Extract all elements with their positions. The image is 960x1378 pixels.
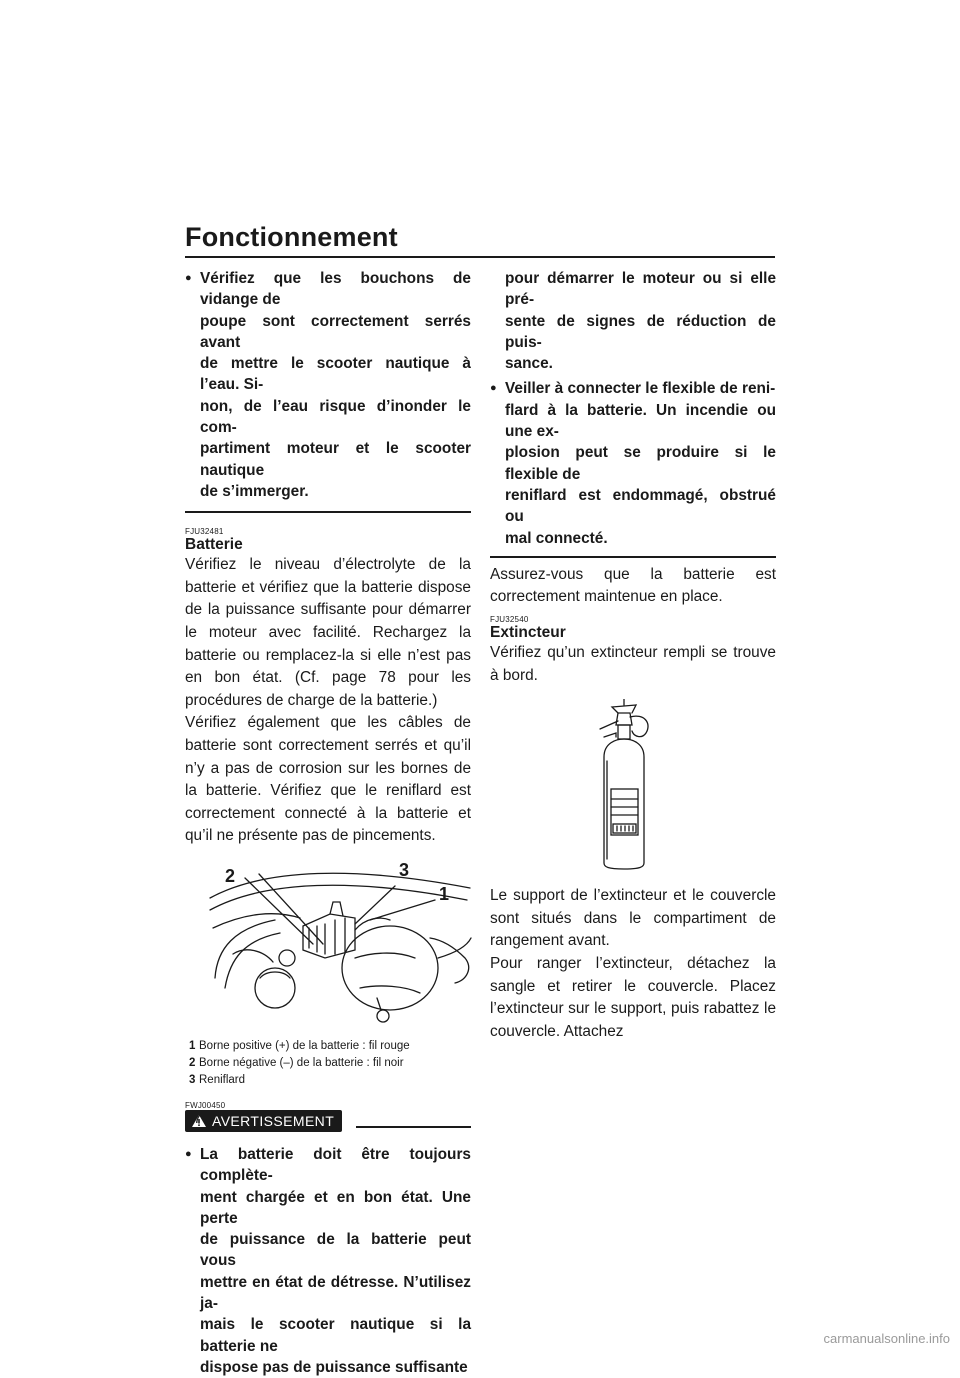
extinguisher-paragraph-1: Vérifiez qu’un extincteur rempli se trouve à bord. [490, 644, 776, 684]
bullet-line: pour démarrer le moteur ou si elle pré- [505, 270, 776, 309]
extinguisher-section-title: Extincteur [490, 624, 566, 642]
legend-item [185, 1072, 471, 1089]
bullet-line: sance. [505, 355, 553, 373]
extinguisher-paragraph-2: Le support de l’extincteur et le couvercle sont situés dans le compartiment de rangement avant. [490, 887, 776, 950]
bullet-line: sente de signes de réduction de puis- [505, 312, 776, 351]
battery-section-code: FJU32481 [185, 527, 224, 537]
warning-header-rule [356, 1126, 471, 1128]
bullet-line: Veiller à connecter le flexible de reni- [505, 380, 776, 398]
battery-figure [205, 858, 475, 1028]
legend-number: 3 [189, 1073, 196, 1086]
drain-plug-warning-bullet [185, 268, 471, 502]
bullet-line: mais le scooter nautique si la batterie ne [200, 1316, 471, 1355]
legend-item [185, 1055, 471, 1072]
legend-text: Borne négative (–) de la batterie : fil noir [199, 1056, 404, 1069]
bullet-line: Vérifiez que les bouchons de vidange de [200, 270, 471, 309]
page-title: Fonctionnement [185, 222, 398, 252]
battery-charge-warning-continued [490, 268, 776, 374]
extinguisher-section-code: FJU32540 [490, 615, 529, 625]
bullet-line: partiment moteur et le scooter nautique [200, 440, 471, 479]
bullet-line: de s’immerger. [200, 482, 309, 500]
battery-secured-paragraph: Assurez-vous que la batterie est correctement maintenue en place. [490, 565, 776, 606]
legend-number: 1 [189, 1039, 196, 1052]
callout-3: 3 [399, 859, 410, 880]
header-rule [185, 256, 775, 258]
warning-header [185, 1110, 471, 1132]
warning-end-rule [490, 556, 776, 558]
extinguisher-illustration [590, 699, 660, 871]
legend-text: Borne positive (+) de la batterie : fil rouge [199, 1039, 410, 1052]
left-column [185, 268, 471, 1378]
bullet-line: mettre en état de détresse. N’utilisez ja- [200, 1273, 471, 1313]
legend-item [185, 1038, 471, 1055]
bullet-line: La batterie doit être toujours complète- [200, 1145, 471, 1185]
callout-2: 2 [225, 865, 236, 886]
right-column [490, 268, 776, 1043]
warning-code: FWJ00450 [185, 1100, 226, 1110]
bullet-line: plosion peut se produire si le flexible de [505, 444, 776, 483]
battery-charge-warning-bullet [185, 1144, 471, 1378]
legend-text: Reniflard [199, 1073, 246, 1086]
site-watermark: carmanualsonline.info [823, 1331, 950, 1346]
battery-paragraph-1: Vérifiez le niveau d’électrolyte de la batterie et vérifiez que la batterie dispose de la puissance suffisante pour démarrer le moteur avec facilité. Rechargez la batterie ou remplacez-la si elle n’est pas en bon état. (Cf. page 78 pour les procédures de charge de la batterie.) [185, 556, 471, 709]
bullet-line: mal connecté. [505, 529, 608, 547]
bullet-line: ment chargée et en bon état. Une perte [200, 1188, 471, 1227]
page-number: 47 [185, 1110, 202, 1127]
callout-1: 1 [439, 883, 450, 904]
battery-paragraph-2: Vérifiez également que les câbles de batterie sont correctement serrés et qu’il n’y a pas de corrosion sur les bornes de la batterie. Vérifiez que le reniflard est correctement connecté à la batterie et qu’il ne présente pas de pincements. [185, 714, 471, 845]
warning-end-rule [185, 511, 471, 513]
bullet-line: de mettre le scooter nautique à l’eau. Si- [200, 355, 471, 394]
battery-illustration [205, 858, 475, 1028]
battery-section-title: Batterie [185, 536, 243, 554]
extinguisher-paragraph-3: Pour ranger l’extincteur, détachez la sangle et retirer le couvercle. Placez l’extincteur sur le support, puis rabattez le couvercle. Attachez [490, 955, 776, 1040]
bullet-line: de puissance de la batterie peut vous [200, 1231, 471, 1270]
warning-label: AVERTISSEMENT [212, 1112, 335, 1129]
legend-number: 2 [189, 1056, 196, 1069]
figure-legend [185, 1038, 471, 1089]
bullet-line: dispose pas de puissance suffisante [200, 1358, 468, 1376]
extinguisher-figure [590, 699, 660, 871]
bullet-line: non, de l’eau risque d’inonder le com- [200, 397, 471, 437]
bullet-line: flard à la batterie. Un incendie ou une ex- [505, 401, 776, 441]
bullet-line: poupe sont correctement serrés avant [200, 312, 471, 351]
bullet-line: reniflard est endommagé, obstrué ou [505, 486, 776, 526]
breather-hose-warning-bullet [490, 378, 776, 548]
warning-badge [185, 1110, 342, 1132]
